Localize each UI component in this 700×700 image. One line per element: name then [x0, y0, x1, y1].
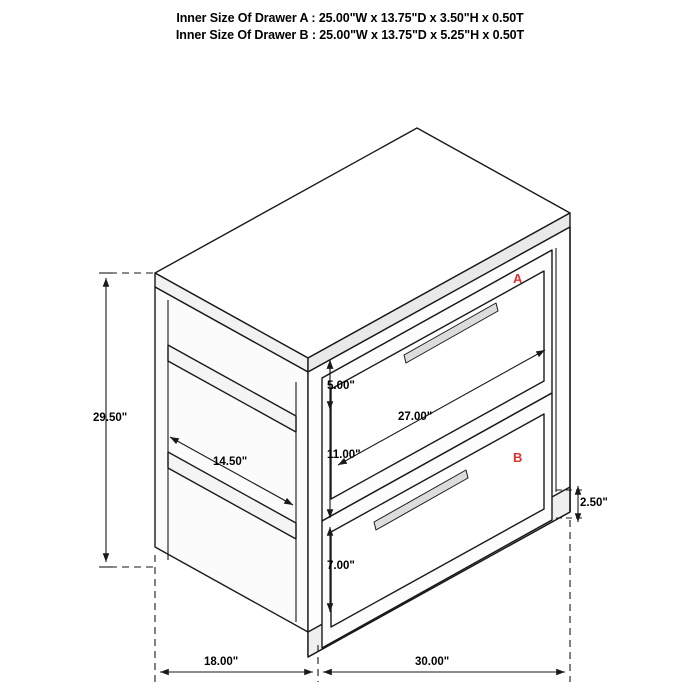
label-bottom-height: 7.00" — [327, 560, 355, 572]
label-width-bottom: 30.00" — [415, 656, 450, 668]
drawer-a-spec: Inner Size Of Drawer A : 25.00"W x 13.75"D x 3.50"H x 0.50T — [176, 11, 524, 25]
label-depth-side: 14.50" — [213, 456, 248, 468]
label-depth-bottom: 18.00" — [204, 656, 239, 668]
label-height-total: 29.50" — [93, 412, 128, 424]
label-width-inner: 27.00" — [398, 411, 433, 423]
cabinet-body — [155, 128, 570, 657]
label-base-height: 2.50" — [580, 497, 608, 509]
label-drawer-b: B — [513, 450, 523, 465]
drawer-b-spec: Inner Size Of Drawer B : 25.00"W x 13.75"D x 5.25"H x 0.50T — [175, 28, 525, 42]
label-mid-height: 11.00" — [327, 449, 361, 461]
label-drawer-a-height: 5.00" — [327, 380, 355, 392]
label-drawer-a: A — [513, 271, 523, 286]
